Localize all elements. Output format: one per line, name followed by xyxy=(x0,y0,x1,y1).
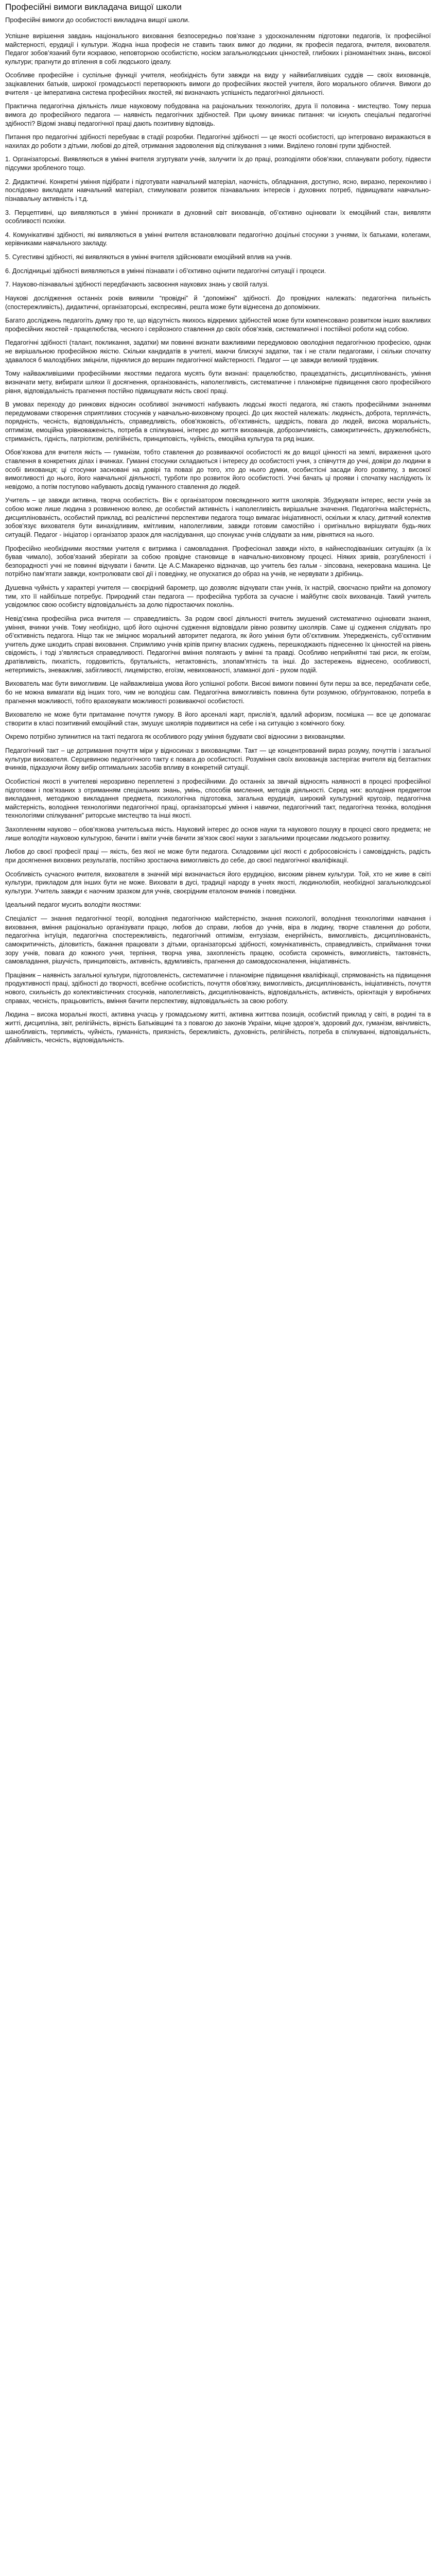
paragraph: Спеціаліст — знання педагогічної теорії, володіння педагогічною майстерністю, знання психології, володіння технологіями навчання і виховання, вміння раціонально організувати працю, любов до справи, любов до учнів, віра в людину, творче ставлення до роботи, педагогічна інтуїція, педагогічна спостережливість, педагогічний оптимізм, ентузіазм, енергійність, вимогливість, дисциплінованість, самокритичність, діловитість, бажання працювати з дітьми, організаторські здібності, комунікативність, справедливість, сприймання точки зору учнів, повага до кожного учня, терпіння, творча уява, захопленість працею, особиста скромність, вимогливість, тактовність, самовладання, рішучість, принциповість, активність, вдумливість, прагнення до самовдосконалення, ініціативність. xyxy=(5,915,431,965)
paragraph: Душевна чуйність у характері учителя — своєрідний барометр, що дозволяє відчувати стан учнів, їх настрій, своєчасно прийти на допомогу тим, хто її найбільше потребує. Природний стан педагога — професійна турбота за сучасне і майбутнє своїх вихованців. Такий учитель усвідомлює свою особисту відповідальність за долю підростаючих поколінь. xyxy=(5,584,431,609)
paragraph: Тому найважливішими професійними якостями педагога мусять бути визнані: працелюбство, працездатність, дисциплінованість, уміння визначати мету, вибирати шляхи її досягнення, організованість, наполегливість, систематичне і планомірне підвищення свого професійного рівня, відповідальність прагнення постійно підвищувати якість своєї праці. xyxy=(5,370,431,395)
paragraph: Ідеальний педагог мусить володіти якостями: xyxy=(5,901,142,909)
paragraph: Особистісні якості в учителеві нерозривно переплетені з професійними. До останніх за звичай відносять наявності в процесі професійної підготовки і пов’язаних з отриманням спеціальних знань, умінь, способів мислення, методів діяльності. Серед них: володіння предметом викладання, методикою викладання предмета, психологічна підготовка, загальна ерудиція, широкий культурний кругозір, педагогічна майстерність, володіння технологіями педагогічної праці, організаторські уміння і навички, педагогічний такт, педагогічна техніка, володіння технологіями спілкування” риторське мистецтво та інші якості. xyxy=(5,777,431,820)
paragraph: 6. Дослідницькі здібності виявляються в умінні пізнавати і об’єктивно оцінити педагогічні ситуації і процеси. xyxy=(5,267,326,275)
paragraph: Професійно необхідними якостями учителя є витримка і самовладання. Професіонал завжди ніхто, в найнесподіваніших ситуаціях (а їх бував чимало), зобов’язаний зберігати за собою провідне становище в навчально-виховному процесі. Ніяких зривів, розгубленості і безпорадності учні не повинні відчувати і бачити. Це А.С.Макаренко відзначав, що учитель без гальм - зіпсована, некерована машина. Це потрібно пам’ятати завжди, контролювати свої дії і поведінку, не опускатися до образ на учнів, не нервувати з дрібниць. xyxy=(5,545,431,578)
paragraph: В умовах переходу до ринкових відносин особливої значимості набувають людські якості педагога, які стають професійними знаннями передумовами створення сприятливих стосунків у навчально-виховному процесі. До цих якостей належать: людяність, доброта, терплячість, порядність, чесність, відповідальність, справедливість, обов’язковість, об’єктивність, щедрість, повага до людей, висока моральність, оптимізм, емоційна урівноваженість, потреба в спілкуванні, інтерес до життя вихованців, доброзичливість, самокритичність, дружелюбність, стриманість, гідність, патріотизм, релігійність, принциповість, чуйність, емоційна культура та ряд інших. xyxy=(5,401,431,443)
paragraph: Особливість сучасного вчителя, вихователя в значній мірі визначається його ерудицією, високим рівнем культури. Той, хто не живе в світі культури, прикладом для інших бути не може. Виховати в дусі, традиції народу в учнях якості, людинолюбія, необхідної загальнолюдської культури. Учитель завжди є наочним зразком для учнів, своєрідним еталоном вчинків і поведінки. xyxy=(5,870,431,895)
paragraph: 5. Сугестивні здібності, які виявляються в умінні вчителя здійснювати емоційний вплив на учнів. xyxy=(5,253,292,261)
paragraph: Наукові дослідження останніх років виявили “провідні” й “допоміжні” здібності. До провідних належать: педагогічна пильність (спостережливість), дидактичні, організаторські, експресивні, решта може бути віднесена до допоміжних. xyxy=(5,294,431,311)
paragraph: Окремо потрібно зупинитися на такті педагога як особливого роду уміння будувати свої відносини з вихованцями. xyxy=(5,733,346,741)
paragraph: Людина – висока моральні якості, активна учасць у громадському житті, активна життєва позиція, особистий приклад у світі, в родині та в житті, дисципліна, звіт, релігійність, вірність Батьківщині та з повагою до законів України, міцне здоров’я, здоровий дух, гуманізм, ввічливість, шанобливість, терпимість, чуйність, гуманність, приязність, бережливість, духовність, релігійність, потреба в спілкуванні, відповідальність, дбайливість, чесність, відповідальність. xyxy=(5,1011,431,1044)
paragraph: Учитель – це завжди активна, творча особистість. Він є організатором повсякденного життя школярів. Збуджувати інтерес, вести учнів за собою може лише людина з розвиненою волею, де особистий активність і наполегливість вирішальне значення. Педагогічна майстерність, дисциплінованість, особистий приклад, всі реалістичні перспективи педагога тощо вимагає ініціативності, оскільки ж класу, дитячий колектив зобов’язує вихователя бути винахідливим, кмітливим, наполегливим, завжди готовим самостійно і оригінально вирішувати будь-яких ситуацій. Педагог - ініціатор і організатор зразок для наслідування, що спонукає учнів слідувати за ним, рівнятися на нього. xyxy=(5,497,431,538)
paragraph: Педагогічний такт – це дотримання почуття міри у відносинах з вихованцями. Такт — це концентрований вираз розуму, почуттів і загальної культури вихователя. Серцевиною педагогічного такту є повага до особистості. Розуміння своїх вихованців застерігає вчителя від безтактних вчинків, підказуючи йому вибір оптимальних засобів впливу в конкретній ситуації. xyxy=(5,747,431,772)
paragraph: Вихователь має бути вимогливим. Це найважливіша умова його успішної роботи. Високі вимоги повинні бути перш за все, передбачати себе, бо не можна вимагати від інших того, чим не володієш сам. Педагогічна вимогливість повинна бути розумною, обґрунтованою, потреба в прагнення можливості, тобто враховувати можливості розвиваючої особистості. xyxy=(5,680,431,705)
paragraph: Успішне вирішення завдань національного виховання безпосередньо пов’язане з удосконаленням підготовки педагогів, їх професійної майстерності, ерудиції і культури. Жодна інша професія не ставить таких вимог до людини, як професія педагога, вчителя, вихователя. Педагог зобов’язаний бути яскравою, неповторною особистістю, носієм загальнолюдських цінностей, глибоких і різноманітних знань, високої культури; прагнути до втілення в собі людського ідеалу. xyxy=(5,32,431,65)
paragraph: Працівник – наявність загальної культури, підготовленість, систематичне і планомірне підвищення кваліфікації, спрямованість на підвищення продуктивності праці, здібності до творчості, всебічне особистість, почуття обов’язку, вимогливість, дисциплінованість, ініціативність, почуття нового, схильність до колективістичних стосунків, наполегливість, дисциплінованість, відповідальність, активність, орієнтація у виробничих справах, чесність, працьовитість, вміння бачити перспективу, відповідальність за свою роботу. xyxy=(5,971,431,1005)
paragraph: Багато досліджень педагогіть думку про те, що відсутність якихось відкремих здібностей може бути компенсовано розвитком інших важливих професійних якостей - працелюбства, чесного і серйозного ставлення до своїх обов’язків, систематичної і постійної роботи над собою. xyxy=(5,317,431,333)
paragraph: Любов до своєї професії праці — якість, без якої не може бути педагога. Складовими цієї якості є добросовісність і самовіддність, радість при досягнення виховних результатів, постійно зростаюча вимогливість до себе, до своєї педагогічної кваліфікації. xyxy=(5,848,431,864)
paragraph: 3. Перцептивні, що виявляються в умінні проникати в духовний світ вихованців, об’єктивно оцінювати їх емоційний стан, виявляти особливості психіки. xyxy=(5,209,431,225)
page-title: Професійні вимоги викладача вищої школи xyxy=(5,2,182,12)
paragraph: 4. Комунікативні здібності, які виявляються в умінні вчителя встановлювати педагогічно доцільні стосунки з учнями, їх батьками, колегами, керівниками навчального закладу. xyxy=(5,231,431,247)
paragraph: Педагогічні здібності (талант, покликання, задатки) ми повинні визнати важливими передумовою оволодіння педагогічною професією, однак не вирішальною професійною якістю. Скільки кандидатів в учителі, маючи блискучі задатки, так і не стали педагогами, і скільки спочатку здавалося б малоздібних зміцніли, піднялися до вершин педагогічної майстерності. Педагог — це завжди великий трудівник. xyxy=(5,339,431,364)
paragraph: 1. Організаторські. Виявляються в умінні вчителя згуртувати учнів, залучити їх до праці, розподіляти обов’язки, спланувати роботу, підвести підсумки зробленого тощо. xyxy=(5,156,431,172)
document-body xyxy=(5,32,431,1045)
paragraph: 2. Дидактичні. Конкретні уміння підібрати і підготувати навчальний матеріал, наочність, обладнання, доступно, ясно, виразно, переконливо і послідовно викладати навчальний матеріал, стимулювати розвиток пізнавальних інтересів і духовних потреб, підвищувати навчально-пізнавальну активність і т.д. xyxy=(5,178,431,202)
paragraph: Особливе професійне і суспільне функції учителя, необхідність бути завжди на виду у найвибагливіших суддів — своїх вихованців, зацікавлених батьків, широкої громадськості перетворюють вимоги до професійних якостей учителя, його морального обличчя. Вимоги до вчителя - це імперативна система професійних якостей, які визначають успішність педагогічної діяльності. xyxy=(5,72,431,96)
paragraph: Обов’язкова для вчителя якість — гуманізм, тобто ставлення до розвиваючої особистості як до вищої цінності на землі, вираження цього ставлення в конкретних ділах і вчинках. Гуманні стосунки складаються і інтересу до особистості учня, з співчуття до учні, довіри до людини в особі вихованця; ці стосунки засновані на довірі та повазі до того, хто до нього думки, особистісні засади його розвитку, з високої вимогливості до нього, його навчальної діяльності, турботи про розвиток його особистості. Учні бачать ці прояви і спочатку наслідують їх невідомо, а потім поступово набувають досвід гуманного ставлення до людей. xyxy=(5,449,431,490)
paragraph: Захопленням науково – обов’язкова учительська якість. Науковий інтерес до основ науки та наукового пошуку в процесі свого предмета; не лише володіти науковою культурою, бачити і вміти учнів бачити зв’язок своєї науки з загальними процесами людського розвитку. xyxy=(5,826,431,842)
document-page xyxy=(0,0,436,1055)
paragraph: Вихователю не може бути притаманне почуття гумору. В його арсеналі жарт, прислів’я, вдалий афоризм, посмішка — все це допомагає створити в класі позитивний емоційний стан, змушує школярів подивитися на себе і на ситуацію з комічного боку. xyxy=(5,711,431,727)
paragraph: Невід’ємна професійна риса вчителя — справедливість. За родом своєї діяльності вчитель змушений систематично оцінювати знання, уміння, вчинки учнів. Тому необхідно, щоб його оціночні судження відповідали рівню розвитку школярів. Саме ці судження слідувать про об’єктивність педагога. Ніщо так не зміцнює моральний авторитет педагога, як його уміння бути об’єктивним. Упередженість, суб’єктивним учитель дуже шкодить справі виховання. Спримлимо учнів кріпів пригну власних суджень, перешкоджають піднесенню їх цінностей на рівень свідомість, і тоді з’являється справедливості. Педагогічні вміння полягають у вмінні та правді. Особливо неприйнятні такі риси, як егоїзм, дратівливість, пихатість, гордовитість, брутальність, нетактовність, злопам’ятність та інші. До застережень віднесено, особливості, нетерпимість, зневажливі, забігливості, лицемірство, егоїзм, невихованості, зламаної долі - рухом подій. xyxy=(5,615,431,674)
paragraph: Практична педагогічна діяльність лише науковому побудована на раціональних технологіях, друга її половина - мистецтво. Тому перша вимога до професійного педагога — наявність педагогічних здібностей. При цьому виникає питання: чи існують спеціальні педагогічні здібності? Відомі знавці педагогічної праці дають позитивну відповідь. xyxy=(5,103,431,127)
paragraph: Питання про педагогічні здібності перебуває в стадії розробки. Педагогічні здібності — це якості особистості, що інтегровано виражаються в нахилах до роботи з дітьми, любові до дітей, отримання задоволення від спілкування з ними. Виділено головні групи здібностей. xyxy=(5,133,431,149)
page-subtitle: Професійні вимоги до особистості викладача вищої школи. xyxy=(5,16,190,24)
paragraph: 7. Науково-пізнавальні здібності передбачають засвоєння наукових знань у своїй галузі. xyxy=(5,281,269,289)
